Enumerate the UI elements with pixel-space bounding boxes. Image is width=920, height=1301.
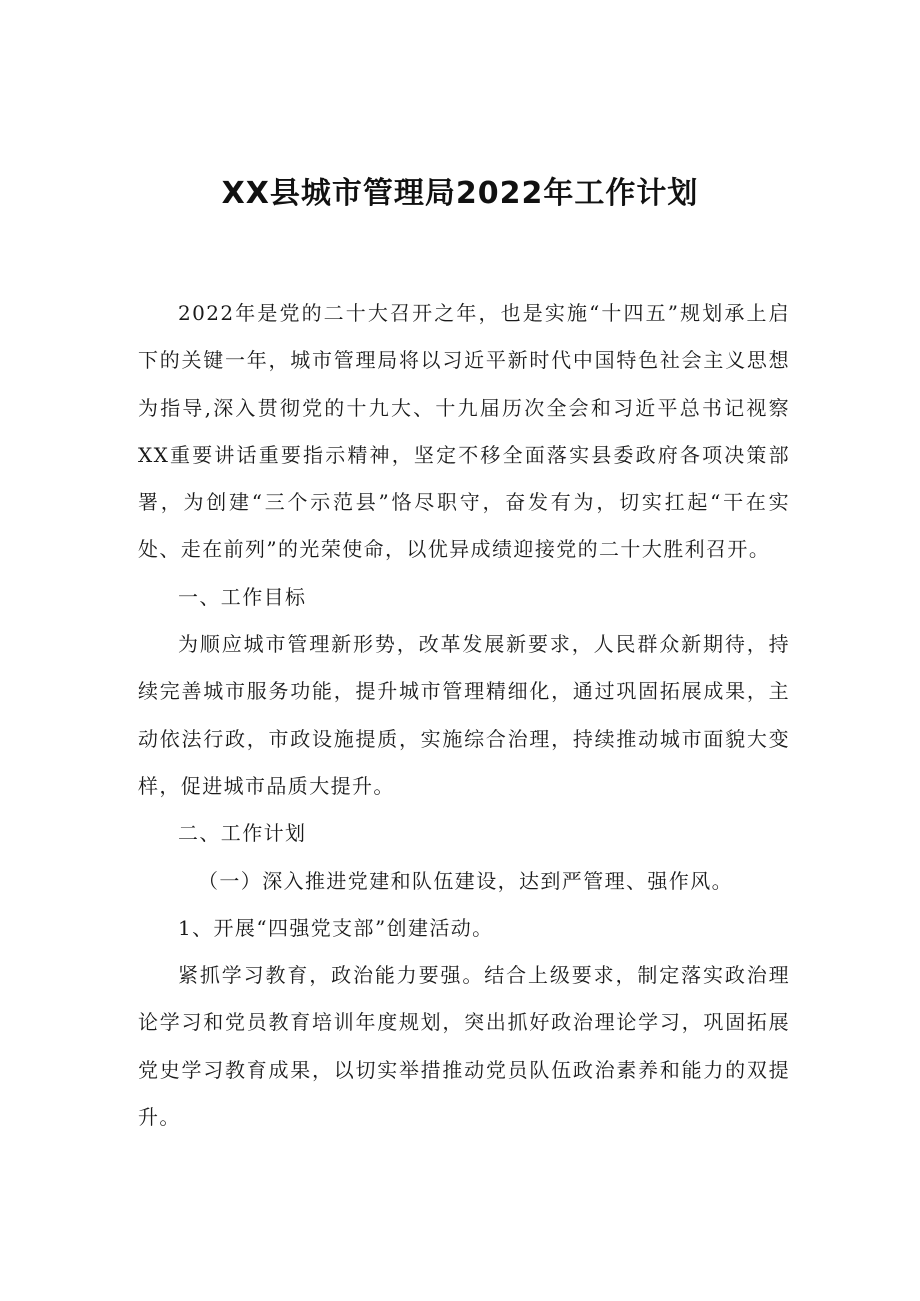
intro-paragraph: 2022年是党的二十大召开之年，也是实施“十四五”规划承上启下的关键一年，城市管理局将以习近平新时代中国特色社会主义思想为指导,深入贯彻党的十九大、十九届历次全会和习近平总书记视察XX重要讲话重要指示精神，坚定不移全面落实县委政府各项决策部署，为创建“三个示范县”恪尽职守，奋发有为，切实扛起“干在实处、走在前列”的光荣使命，以优异成绩迎接党的二十大胜利召开。 — [138, 301, 790, 562]
item-heading-four-strong: 1、开展“四强党支部”创建活动。 — [178, 915, 494, 940]
document-title: XX县城市管理局2022年工作计划 — [221, 176, 699, 211]
document-body — [138, 290, 790, 1141]
study-education-paragraph: 紧抓学习教育，政治能力要强。结合上级要求，制定落实政治理论学习和党员教育培训年度规划，突出抓好政治理论学习，巩固拓展党史学习教育成果，以切实举措推动党员队伍政治素养和能力的双提升。 — [138, 963, 790, 1130]
section-heading-goals: 一、工作目标 — [178, 584, 307, 609]
goals-paragraph: 为顺应城市管理新形势，改革发展新要求，人民群众新期待，持续完善城市服务功能，提升城市管理精细化，通过巩固拓展成果，主动依法行政，市政设施提质，实施综合治理，持续推动城市面貌大变样，促进城市品质大提升。 — [138, 632, 790, 798]
section-heading-plan: 二、工作计划 — [178, 821, 307, 846]
subsection-heading-party-building: （一）深入推进党建和队伍建设，达到严管理、强作风。 — [198, 868, 733, 893]
